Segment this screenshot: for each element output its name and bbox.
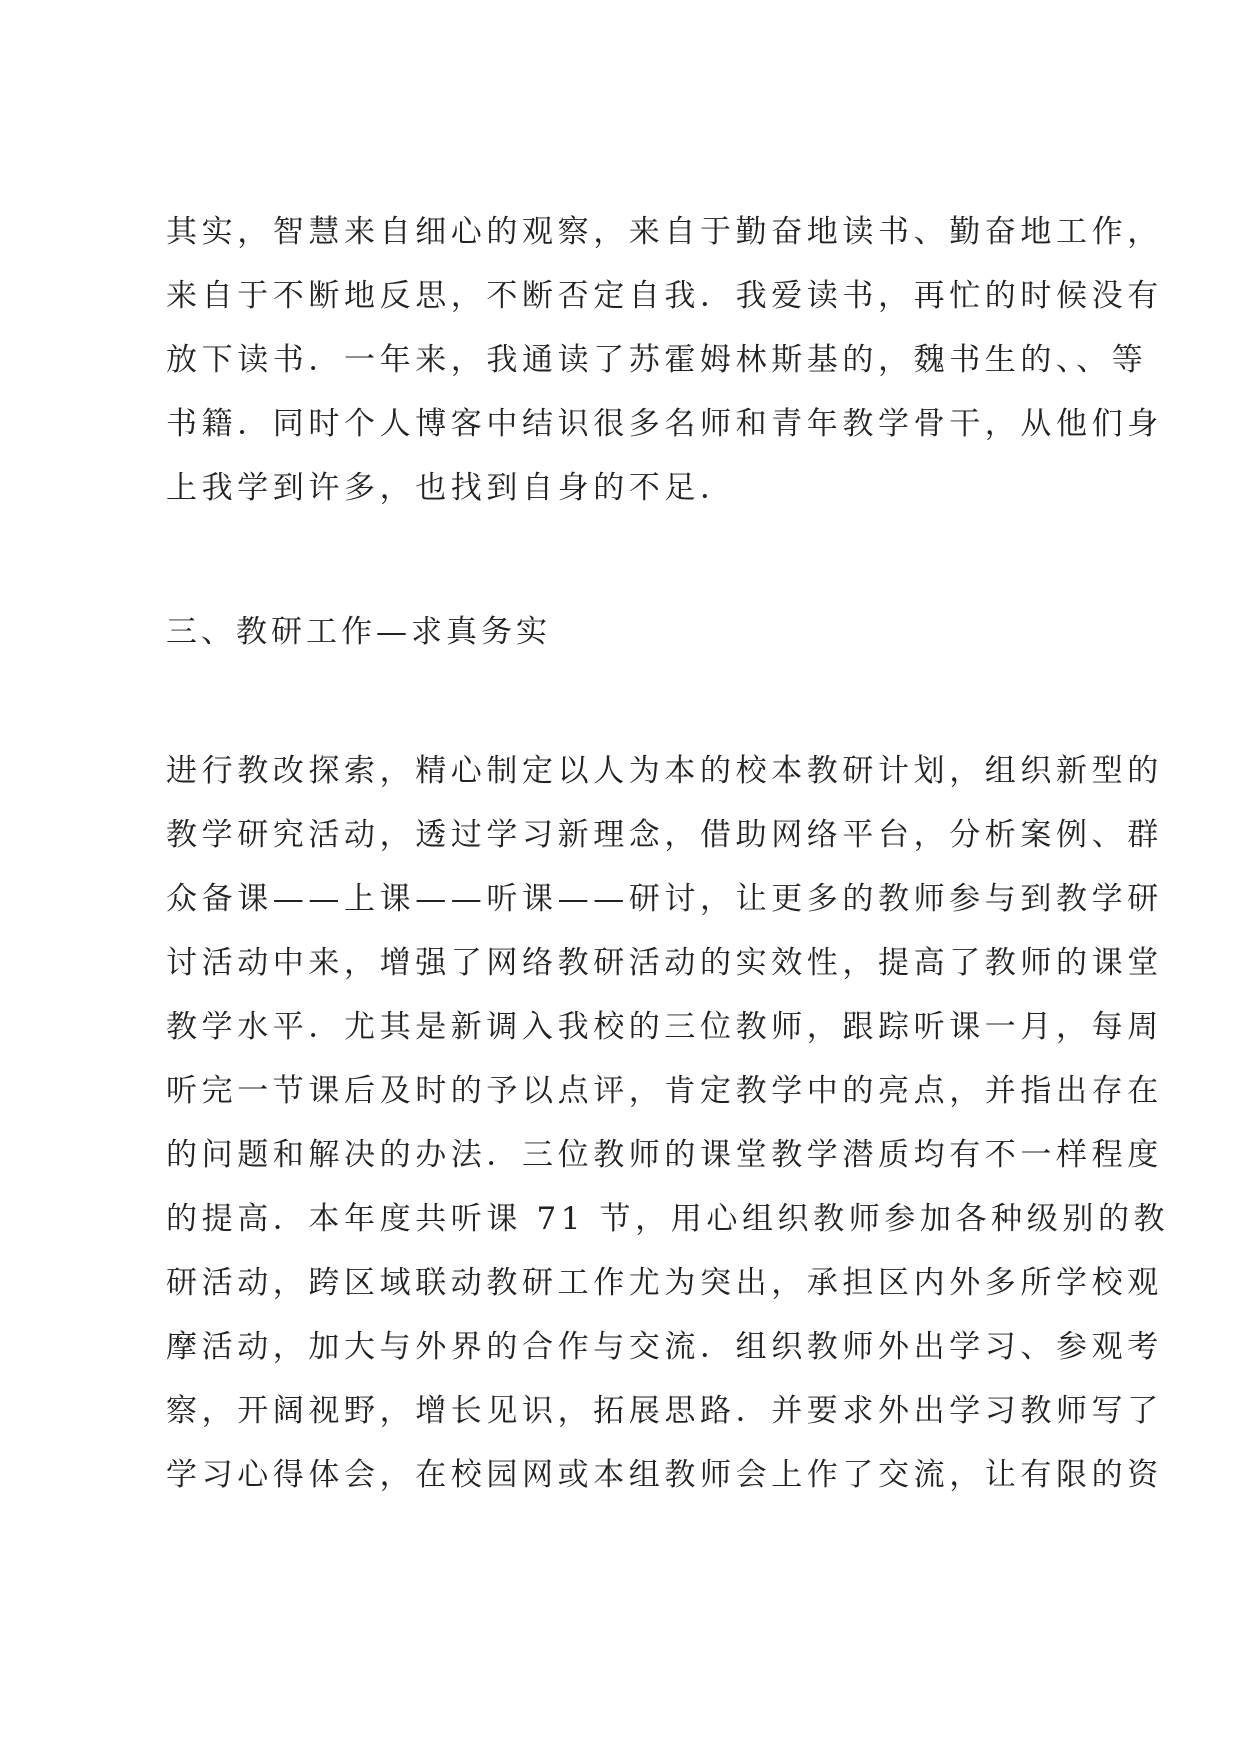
paragraph-line: 研活动，跨区域联动教研工作尤为突出，承担区内外多所学校观 (166, 1265, 1163, 1301)
paragraph-line: 上我学到许多，也找到自身的不足． (166, 470, 736, 506)
paragraph-line: 听完一节课后及时的予以点评，肯定教学中的亮点，并指出存在 (166, 1073, 1163, 1109)
paragraph-line: 学习心得体会，在校园网或本组教师会上作了交流，让有限的资 (166, 1457, 1163, 1493)
paragraph-line: 众备课——上课——听课——研讨，让更多的教师参与到教学研 (166, 881, 1163, 917)
paragraph-line: 来自于不断地反思，不断否定自我．我爱读书，再忙的时候没有 (166, 278, 1163, 314)
paragraph-line: 进行教改探索，精心制定以人为本的校本教研计划，组织新型的 (166, 753, 1163, 789)
paragraph-line: 的问题和解决的办法．三位教师的课堂教学潜质均有不一样程度 (166, 1137, 1163, 1173)
paragraph-line: 的提高．本年度共听课 71 节，用心组织教师参加各种级别的教 (166, 1201, 1170, 1237)
paragraph-line: 摩活动，加大与外界的合作与交流．组织教师外出学习、参观考 (166, 1329, 1163, 1365)
paragraph-line: 教学水平．尤其是新调入我校的三位教师，跟踪听课一月，每周 (166, 1009, 1163, 1045)
paragraph-line: 讨活动中来，增强了网络教研活动的实效性，提高了教师的课堂 (166, 945, 1163, 981)
paragraph-line: 放下读书．一年来，我通读了苏霍姆林斯基的，魏书生的、、等 (166, 342, 1148, 378)
paragraph-line: 察，开阔视野，增长见识，拓展思路．并要求外出学习教师写了 (166, 1393, 1163, 1429)
paragraph-line: 其实，智慧来自细心的观察，来自于勤奋地读书、勤奋地工作， (166, 214, 1163, 250)
section-heading: 三、教研工作—求真务实 (166, 614, 551, 650)
paragraph-line: 书籍．同时个人博客中结识很多名师和青年教学骨干，从他们身 (166, 406, 1163, 442)
paragraph-line: 教学研究活动，透过学习新理念，借助网络平台，分析案例、群 (166, 817, 1163, 853)
